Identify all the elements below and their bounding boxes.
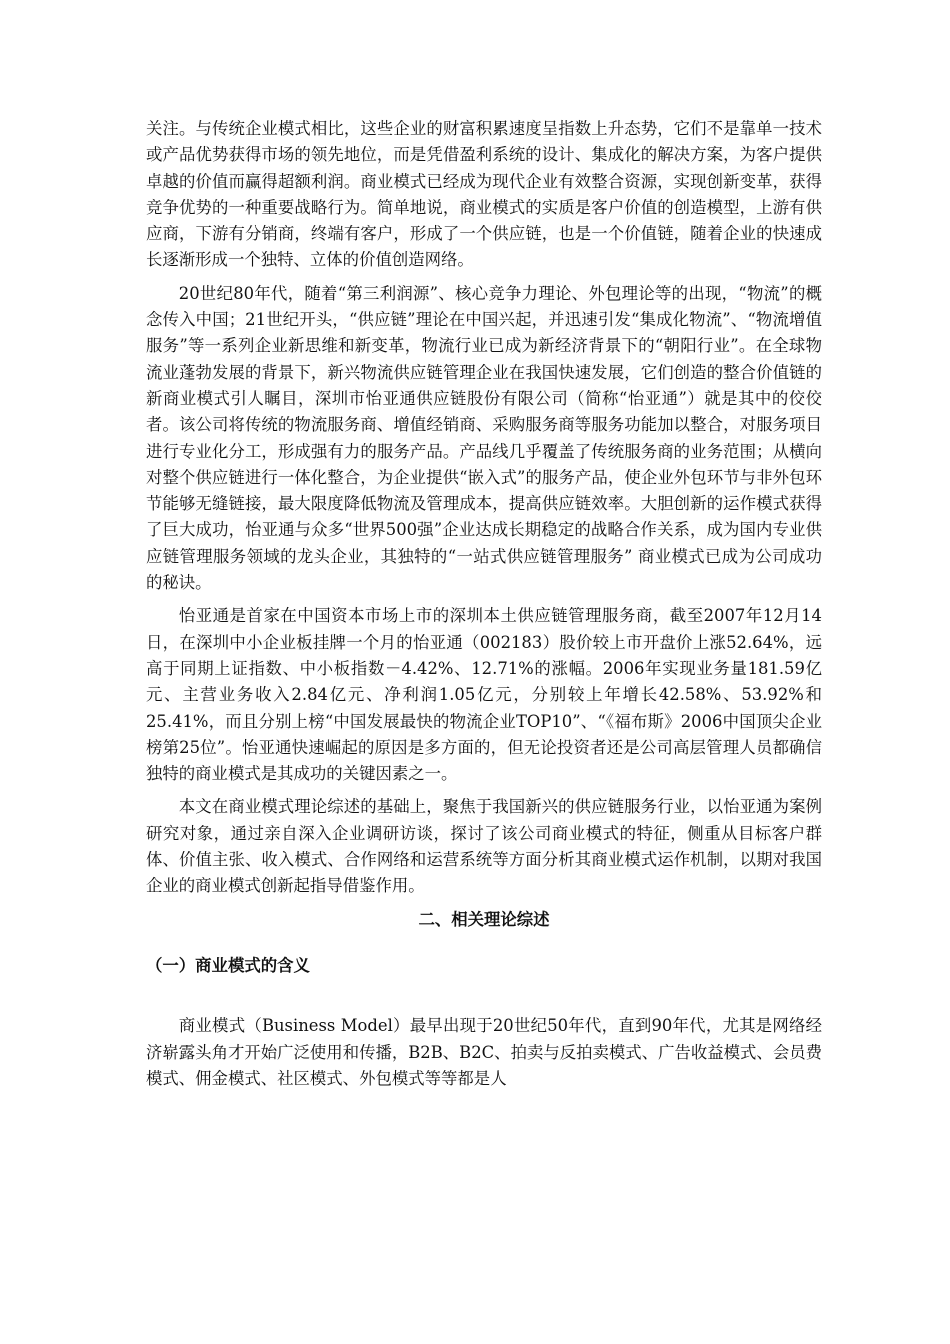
paragraph-paper-scope: 本文在商业模式理论综述的基础上，聚焦于我国新兴的供应链服务行业，以怡亚通为案例研究对象，通过亲自深入企业调研访谈，探讨了该公司商业模式的特征，侧重从目标客户群体、价值主张、收入模式、合作网络和运营系统等方面分析其商业模式运作机制，以期对我国企业的商业模式创新起指导借鉴作用。 <box>146 797 822 896</box>
subsection-title: （一）商业模式的含义 <box>146 955 310 975</box>
paragraph-intro-continued: 关注。与传统企业模式相比，这些企业的财富积累速度呈指数上升态势，它们不是靠单一技术或产品优势获得市场的领先地位，而是凭借盈利系统的设计、集成化的解决方案，为客户提供卓越的价值而赢得超额利润。商业模式已经成为现代企业有效整合资源，实现创新变革，获得竞争优势的一种重要战略行为。简单地说，商业模式的实质是客户价值的创造模型，上游有供应商，下游有分销商，终端有客户，形成了一个供应链，也是一个价值链，随着企业的快速成长逐渐形成一个独特、立体的价值创造网络。 <box>146 119 822 270</box>
paragraph-business-model-definition: 商业模式（Business Model）最早出现于20世纪50年代，直到90年代，尤其是网络经济崭露头角才开始广泛使用和传播，B2B、B2C、拍卖与反拍卖模式、广告收益模式、会员费模式、佣金模式、社区模式、外包模式等等都是人 <box>146 1016 822 1088</box>
section-title: 二、相关理论综述 <box>418 909 550 929</box>
paragraph-logistics-background: 20世纪80年代，随着“第三利润源”、核心竞争力理论、外包理论等的出现，“物流”的概念传入中国；21世纪开头，“供应链”理论在中国兴起，并迅速引发“集成化物流”、“物流增值服务”等一系列企业新思维和新变革，物流行业已成为新经济背景下的“朝阳行业”。在全球物流业蓬勃发展的背景下，新兴物流供应链管理企业在我国快速发展，它们创造的整合价值链的新商业模式引人瞩目，深圳市怡亚通供应链股份有限公司（简称“怡亚通”）就是其中的佼佼者。该公司将传统的物流服务商、增值经销商、采购服务商等服务功能加以整合，对服务项目进行专业化分工，形成强有力的服务产品。产品线几乎覆盖了传统服务商的业务范围；从横向对整个供应链进行一体化整合，为企业提供“嵌入式”的服务产品，使企业外包环节与非外包环节能够无缝链接，最大限度降低物流及管理成本，提高供应链效率。大胆创新的运作模式获得了巨大成功，怡亚通与众多“世界500强”企业达成长期稳定的战略合作关系，成为国内专业供应链管理服务领域的龙头企业，其独特的“一站式供应链管理服务” 商业模式已成为公司成功的秘诀。 <box>146 283 822 593</box>
document-body <box>146 116 822 1092</box>
paragraph-eternal-asia-performance: 怡亚通是首家在中国资本市场上市的深圳本土供应链管理服务商，截至2007年12月14日，在深圳中小企业板挂牌一个月的怡亚通（002183）股价较上市开盘价上涨52.64%，远高于同期上证指数、中小板指数－4.42%、12.71%的涨幅。2006年实现业务量181.59亿元、主营业务收入2.84亿元、净利润1.05亿元，分别较上年增长42.58%、53.92%和25.41%，而且分别上榜“中国发展最快的物流企业TOP10”、“《福布斯》2006中国顶尖企业榜第25位”。怡亚通快速崛起的原因是多方面的，但无论投资者还是公司高层管理人员都确信独特的商业模式是其成功的关键因素之一。 <box>146 606 822 784</box>
